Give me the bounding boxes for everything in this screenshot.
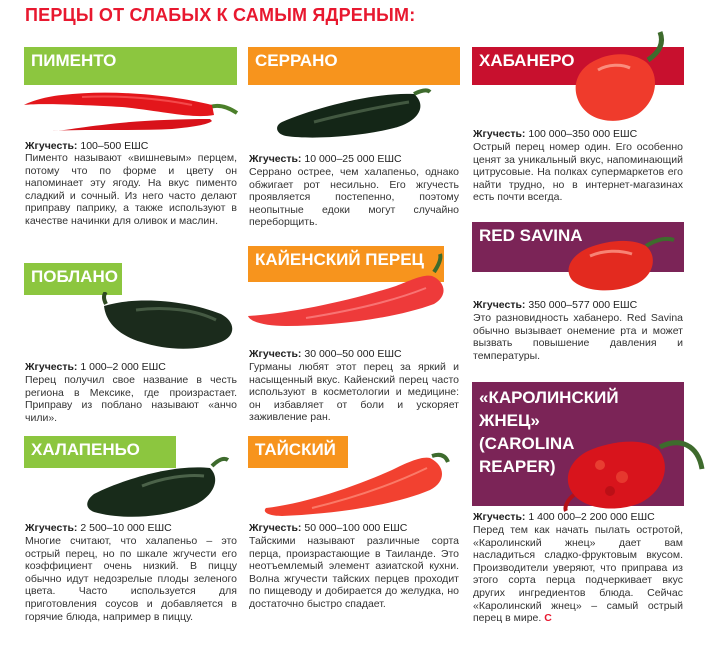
jalapeno-pepper-image xyxy=(82,452,232,522)
desc-red-savina: Это разновидность хабанеро. Red Savina обычно вызывает онемение рта и может вызвать повышение давления и температуры. xyxy=(473,312,683,362)
heat-carolina-reaper xyxy=(473,511,703,523)
pepper-name: «КАРОЛИНСКИЙ ЖНЕЦ» (CAROLINA REAPER) xyxy=(479,388,619,476)
pepper-name: СЕРРАНО xyxy=(255,51,338,70)
end-mark: С xyxy=(544,612,552,625)
heat-label: Жгучесть: xyxy=(25,140,78,152)
desc-jalapeno: Многие считают, что халапеньо – это острый перец, но по шкале жгучести его коэффициент очень низкий. В пиццу обычно идут недозрелые плоды зеленого цвета. Часто используется для приготовления соусов и добавляется в горячие блюда, например в пиццу. xyxy=(25,535,237,623)
heat-value: 10 000–25 000 ЕШС xyxy=(301,153,402,165)
heat-red-savina xyxy=(473,299,683,311)
thai-pepper-image xyxy=(262,448,462,523)
desc-pimento: Пименто называют «вишневым» перцем, потому что по форме и цвету он напоминает эту ягоду. На вкус пименто сладкий и сочный. Из него часто делают приправу паприку, а также используют в качестве начинки для оливок и маслин. xyxy=(25,152,237,227)
pepper-name: RED SAVINA xyxy=(479,226,583,245)
heat-value: 100 000–350 000 ЕШС xyxy=(525,128,638,140)
desc-thai: Тайскими называют различные сорта перца, произрастающие в Таиланде. Это неотъемлемый элемент азиатской кухни. Волна жгучести тайских перцев проходит по пищеводу и добирается до желудка, но достаточно быстро спадает. xyxy=(249,535,459,610)
pepper-name: ПИМЕНТО xyxy=(31,51,117,70)
heat-poblano xyxy=(25,361,235,373)
heat-value: 1 000–2 000 ЕШС xyxy=(77,361,166,373)
heat-label: Жгучесть: xyxy=(249,522,302,534)
desc-habanero: Острый перец номер один. Его особенно ценят за уникальный вкус, напоминающий цитрусовые. На полках супермаркетов его найти трудно, но в интернет-магазинах есть почти всегда. xyxy=(473,141,683,204)
banner-serrano xyxy=(248,47,460,85)
page-title: ПЕРЦЫ ОТ СЛАБЫХ К САМЫМ ЯДРЕНЫМ: xyxy=(25,5,416,25)
desc-poblano: Перец получил свое название в честь региона в Мексике, где произрастает. Приправу из поблано называют «анчо чили». xyxy=(25,374,237,424)
pepper-name: КАЙЕНСКИЙ ПЕРЕЦ xyxy=(255,250,424,269)
heat-label: Жгучесть: xyxy=(473,128,526,140)
desc-serrano: Серрано острее, чем халапеньо, однако обжигает рот несильно. Его жгучесть проявляется постепенно, поэтому неопытные едоки могут случайно переборщить. xyxy=(249,166,459,229)
poblano-pepper-image xyxy=(96,292,241,357)
habanero-pepper-image xyxy=(568,30,678,125)
heat-pimento xyxy=(25,140,235,152)
cayenne-pepper-image xyxy=(246,252,461,332)
pimento-pepper-image xyxy=(22,75,242,135)
heat-label: Жгучесть: xyxy=(25,361,78,373)
heat-value: 2 500–10 000 ЕШС xyxy=(77,522,172,534)
heat-cayenne xyxy=(249,348,459,360)
heat-label: Жгучесть: xyxy=(249,153,302,165)
carolina-reaper-pepper-image xyxy=(560,425,710,513)
heat-thai xyxy=(249,522,459,534)
heat-value: 350 000–577 000 ЕШС xyxy=(525,299,638,311)
pepper-name: ПОБЛАНО xyxy=(31,267,118,286)
heat-value: 1 400 000–2 200 000 ЕШС xyxy=(525,511,655,523)
heat-label: Жгучесть: xyxy=(249,348,302,360)
heat-label: Жгучесть: xyxy=(473,511,526,523)
pepper-name: ХАБАНЕРО xyxy=(479,51,575,70)
heat-value: 30 000–50 000 ЕШС xyxy=(301,348,402,360)
red-savina-pepper-image xyxy=(562,226,682,294)
heat-habanero xyxy=(473,128,683,140)
desc-cayenne: Гурманы любят этот перец за яркий и насыщенный вкус. Кайенский перец часто используют в косметологии и медицине: он избавляет от боли и ускоряет заживление ран. xyxy=(249,361,459,424)
heat-value: 100–500 ЕШС xyxy=(77,140,149,152)
desc-carolina-reaper xyxy=(473,524,683,625)
heat-label: Жгучесть: xyxy=(473,299,526,311)
pepper-name: ТАЙСКИЙ xyxy=(255,440,336,459)
heat-value: 50 000–100 000 ЕШС xyxy=(301,522,408,534)
heat-label: Жгучесть: xyxy=(25,522,78,534)
pepper-name: ХАЛАПЕНЬО xyxy=(31,440,140,459)
serrano-pepper-image xyxy=(274,82,434,144)
heat-serrano xyxy=(249,153,459,165)
desc-text: Перед тем как начать пылать остротой, «Каролинский жнец» дает вам насладиться сладко-фруктовым вкусом. Производители уверяют, что приправа из этого сорта перца подчеркивает вкус других ингредиентов блюда. Сейчас «Каролинский жнец» – самый острый перец в мире. xyxy=(473,524,683,625)
banner-poblano xyxy=(24,263,122,295)
heat-jalapeno xyxy=(25,522,235,534)
